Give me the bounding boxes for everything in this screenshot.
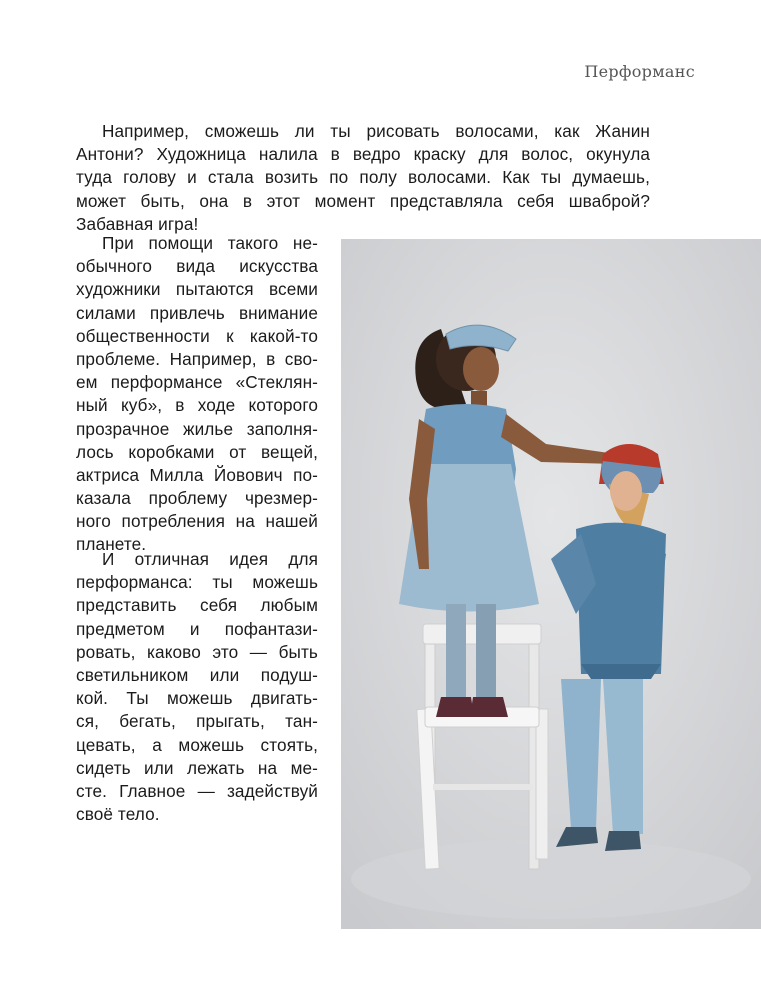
text-line: кой. Ты можешь двигать- [76, 688, 318, 709]
text-line: ный куб», в ходе которого [76, 395, 318, 416]
text-line: актриса Милла Йовович по- [76, 464, 318, 485]
text-line: предметом и пофантази- [76, 618, 318, 639]
photo-two-girls-in-denim [341, 239, 761, 929]
text-line: казала проблему чрезмер- [76, 488, 318, 509]
text-line: Например, сможешь ли ты рисовать волосами, как Жанин [102, 121, 650, 141]
text-line: силами привлечь внимание [76, 302, 318, 323]
text-line: прозрачное жилье заполня- [76, 418, 318, 439]
text-line: сте. Главное — задействуй [76, 780, 318, 801]
running-title: Перформанс [584, 62, 695, 81]
text-line: может быть, она в этот момент представляла себя шваброй? [76, 190, 650, 211]
text-line: туда голову и стала возить по полу волосами. Как ты думаешь, [76, 167, 650, 188]
paragraph-idea [76, 548, 318, 826]
text-line: лось коробками от вещей, [76, 441, 318, 462]
text-line: ем перформансе «Стеклян- [76, 372, 318, 393]
text-line: художники пытаются всеми [76, 279, 318, 300]
text-line: представить себя любым [76, 595, 318, 616]
text-line: своё тело. [76, 804, 160, 825]
floor-shadow [351, 839, 751, 919]
paragraph-intro [76, 120, 650, 236]
text-line: обычного вида искусства [76, 256, 318, 277]
text-line: ровать, каково это — быть [76, 641, 318, 662]
text-line: Забавная игра! [76, 213, 199, 234]
text-line: общественности к какой-то [76, 325, 318, 346]
text-line: ся, бегать, прыгать, тан- [76, 711, 318, 732]
text-line: планете. [76, 534, 147, 555]
text-line: Антони? Художница налила в ведро краску для волос, окунула [76, 144, 650, 165]
paragraph-performance-art [76, 232, 318, 557]
text-line: сидеть или лежать на ме- [76, 757, 318, 778]
text-line: цевать, а можешь стоять, [76, 734, 318, 755]
text-line: светильником или подуш- [76, 664, 318, 685]
text-line: И отличная идея для [102, 549, 318, 569]
text-line: ного потребления на нашей [76, 511, 318, 532]
text-line: проблеме. Например, в сво- [76, 348, 318, 369]
text-line: При помощи такого не- [102, 233, 318, 253]
text-line: перформанса: ты можешь [76, 572, 318, 593]
